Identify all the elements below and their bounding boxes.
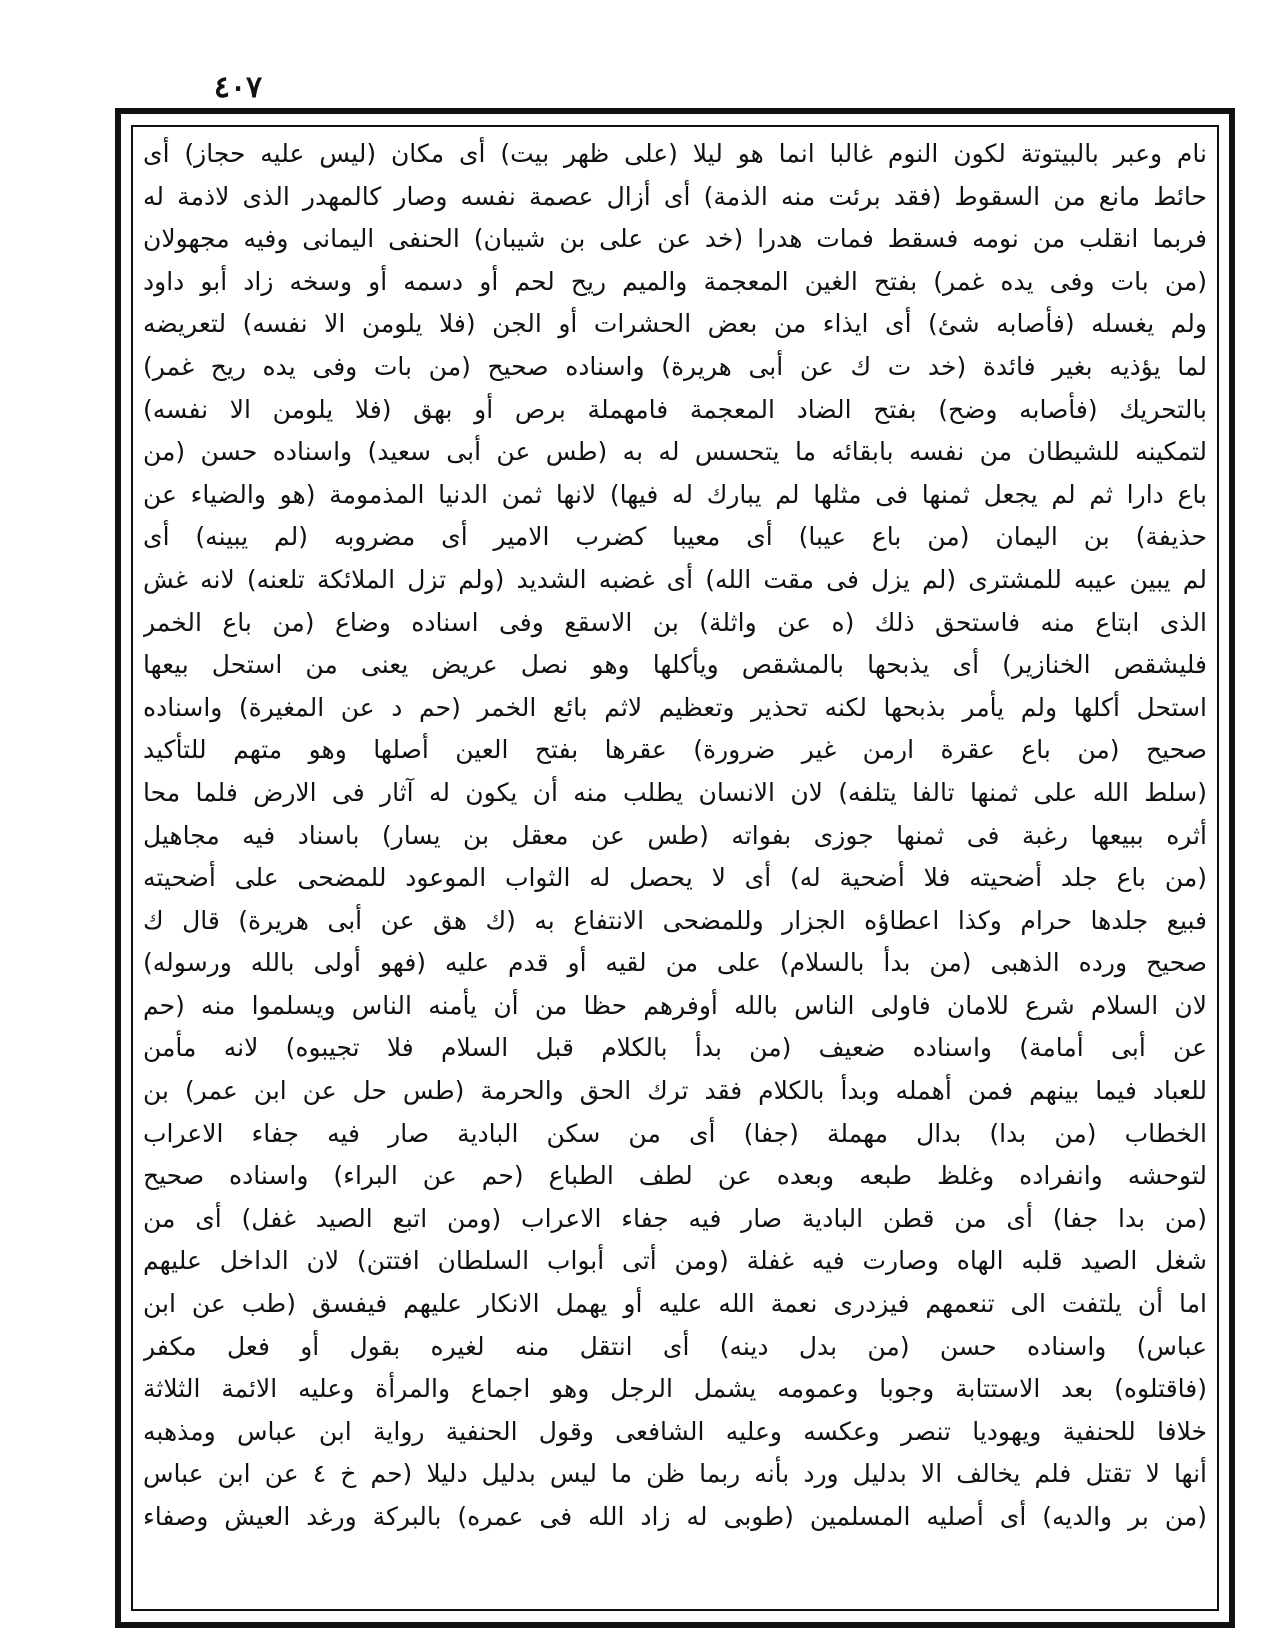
text-line: للعباد فيما بينهم فمن أهمله وبدأ بالكلام فقد ترك الحق والحرمة (طس حل عن ابن عمر) بن xyxy=(143,1076,1207,1106)
text-line: فبيع جلدها حرام وكذا اعطاؤه الجزار وللمضحى الانتفاع به (ك هق عن أبى هريرة) قال ك xyxy=(143,905,1207,935)
text-line: (سلط الله على ثمنها تالفا يتلفه) لان الانسان يطلب منه أن يكون له آثار فى الارض فلما محا xyxy=(143,777,1207,807)
text-line: عن أبى أمامة) واسناده ضعيف (من بدأ بالكلام قبل السلام فلا تجيبوه) لانه مأمن xyxy=(143,1033,1207,1063)
text-line: حائط مانع من السقوط (فقد برئت منه الذمة) أى أزال عصمة نفسه وصار كالمهدر الذى لاذمة له xyxy=(143,181,1207,211)
text-line: ولم يغسله (فأصابه شئ) أى ايذاء من بعض الحشرات أو الجن (فلا يلومن الا نفسه) لتعريضه xyxy=(143,309,1207,339)
text-line: فليشقص الخنازير) أى يذبحها بالمشقص ويأكلها وهو نصل عريض يعنى من استحل بيعها xyxy=(143,650,1207,680)
page-border-inner xyxy=(131,125,1219,1611)
text-line: حذيفة) بن اليمان (من باع عيبا) أى معيبا كضرب الامير أى مضروبه (لم يبينه) أى xyxy=(143,522,1207,552)
text-line: باع دارا ثم لم يجعل ثمنها فى مثلها لم يبارك له فيها) لانها ثمن الدنيا المذمومة (هو والضياء عن xyxy=(143,479,1207,509)
text-line: نام وعبر بالبيتوتة لكون النوم غالبا انما هو ليلا (على ظهر بيت) أى مكان (ليس عليه حجاز) أى xyxy=(143,139,1207,168)
text-line: (من باع جلد أضحيته فلا أضحية له) أى لا يحصل له الثواب الموعود للمضحى على أضحيته xyxy=(143,863,1207,893)
text-line: (من بر والديه) أى أصليه المسلمين (طوبى له زاد الله فى عمره) بالبركة ورغد العيش وصفاء xyxy=(143,1502,1207,1531)
text-line: أنها لا تقتل فلم يخالف الا بدليل ورد بأنه ربما ظن ما ليس بدليل دليلا (حم خ ٤ عن ابن عباس xyxy=(143,1459,1207,1489)
text-line: بالتحريك (فأصابه وضح) بفتح الضاد المعجمة فامهملة برص أو بهق (فلا يلومن الا نفسه) xyxy=(143,394,1207,424)
text-line: الذى ابتاع منه فاستحق ذلك (ه عن واثلة) بن الاسقع وفى اسناده وضاع (من باع الخمر xyxy=(143,607,1207,637)
text-line: صحيح ورده الذهبى (من بدأ بالسلام) على من لقيه أو قدم عليه (فهو أولى بالله ورسوله) xyxy=(143,948,1207,978)
text-line: أثره ببيعها رغبة فى ثمنها جوزى بفواته (طس عن معقل بن يسار) باسناد فيه مجاهيل xyxy=(143,820,1207,850)
text-body xyxy=(143,133,1207,1603)
text-line: الخطاب (من بدا) بدال مهملة (جفا) أى من سكن البادية صار فيه جفاء الاعراب xyxy=(143,1118,1207,1148)
text-line: لان السلام شرع للامان فاولى الناس بالله أوفرهم حظا من أن يأمنه الناس ويسلموا منه (حم xyxy=(143,990,1207,1020)
text-line: صحيح (من باع عقرة ارمن غير ضرورة) عقرها بفتح العين أصلها وهو متهم للتأكيد xyxy=(143,735,1207,765)
text-line: لتمكينه للشيطان من نفسه بابقائه ما يتحسس له به (طس عن أبى سعيد) واسناده حسن (من xyxy=(143,437,1207,467)
text-line: لما يؤذيه بغير فائدة (خد ت ك عن أبى هريرة) واسناده صحيح (من بات وفى يده ريح غمر) xyxy=(143,351,1207,381)
text-line: فربما انقلب من نومه فسقط فمات هدرا (خد عن على بن شيبان) الحنفى اليمانى وفيه مجهولان xyxy=(143,224,1207,254)
page-number: ٤٠٧ xyxy=(213,70,263,105)
text-line: شغل الصيد قلبه الهاه وصارت فيه غفلة (ومن أتى أبواب السلطان افتتن) لان الداخل عليهم xyxy=(143,1246,1207,1276)
text-line: استحل أكلها ولم يأمر بذبحها لكنه تحذير وتعظيم لاثم بائع الخمر (حم د عن المغيرة) واسناده xyxy=(143,692,1207,722)
text-line: خلافا للحنفية ويهوديا تنصر وعكسه وعليه الشافعى وقول الحنفية رواية ابن عباس ومذهبه xyxy=(143,1416,1207,1446)
text-line: (فاقتلوه) بعد الاستتابة وجوبا وعمومه يشمل الرجل وهو اجماع والمرأة وعليه الائمة الثلاثة xyxy=(143,1374,1207,1404)
text-line: (من بدا جفا) أى من قطن البادية صار فيه جفاء الاعراب (ومن اتبع الصيد غفل) أى من xyxy=(143,1203,1207,1233)
text-line: عباس) واسناده حسن (من بدل دينه) أى انتقل منه لغيره بقول أو فعل مكفر xyxy=(143,1331,1207,1361)
text-line: لم يبين عيبه للمشترى (لم يزل فى مقت الله) أى غضبه الشديد (ولم تزل الملائكة تلعنه) لانه غش xyxy=(143,564,1207,594)
text-line: لتوحشه وانفراده وغلظ طبعه وبعده عن لطف الطباع (حم عن البراء) واسناده صحيح xyxy=(143,1161,1207,1191)
text-line: (من بات وفى يده غمر) بفتح الغين المعجمة والميم ريح لحم أو دسمه أو وسخه زاد أبو داود xyxy=(143,266,1207,296)
text-line: اما أن يلتفت الى تنعمهم فيزدرى نعمة الله عليه أو يهمل الانكار عليهم فيفسق (طب عن ابن xyxy=(143,1289,1207,1319)
